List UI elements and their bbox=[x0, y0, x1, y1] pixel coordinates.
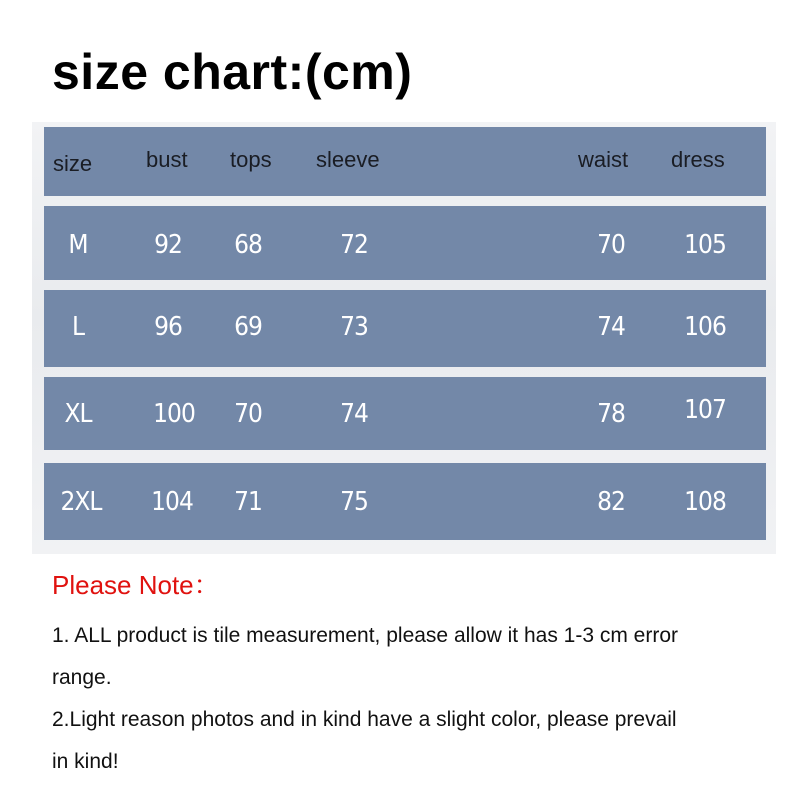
cell-dress: 105 bbox=[684, 230, 726, 260]
cell-size: 2XL bbox=[60, 487, 102, 517]
table-row bbox=[44, 463, 766, 540]
table-row bbox=[44, 206, 766, 280]
cell-tops: 68 bbox=[234, 230, 262, 260]
cell-sleeve: 73 bbox=[340, 312, 368, 342]
cell-tops: 69 bbox=[234, 312, 262, 342]
table-row bbox=[44, 290, 766, 367]
header-bust: bust bbox=[146, 147, 188, 172]
header-tops: tops bbox=[230, 147, 272, 172]
cell-waist: 70 bbox=[597, 230, 625, 260]
cell-size: M bbox=[68, 230, 88, 260]
cell-size: L bbox=[71, 312, 85, 342]
cell-size: XL bbox=[64, 399, 92, 429]
cell-sleeve: 74 bbox=[340, 399, 368, 429]
cell-bust: 96 bbox=[154, 312, 182, 342]
note-line-1: 1. ALL product is tile measurement, please allow it has 1-3 cm error bbox=[52, 624, 679, 647]
cell-tops: 70 bbox=[234, 399, 262, 429]
header-sleeve: sleeve bbox=[316, 147, 380, 172]
cell-waist: 82 bbox=[597, 487, 625, 517]
cell-dress: 108 bbox=[684, 487, 726, 517]
header-waist: waist bbox=[578, 147, 629, 172]
page-title: size chart:(cm) bbox=[52, 44, 413, 100]
table-row bbox=[44, 377, 766, 450]
cell-dress: 106 bbox=[684, 312, 726, 342]
cell-waist: 78 bbox=[597, 399, 625, 429]
cell-waist: 74 bbox=[597, 312, 625, 342]
cell-dress: 107 bbox=[684, 395, 726, 425]
cell-sleeve: 75 bbox=[340, 487, 368, 517]
cell-bust: 104 bbox=[151, 487, 193, 517]
cell-tops: 71 bbox=[234, 487, 262, 517]
header-dress: dress bbox=[671, 147, 725, 172]
note-line-2-continued: in kind! bbox=[52, 750, 119, 773]
note-heading: Please Note： bbox=[52, 570, 220, 600]
table-header-row bbox=[44, 127, 766, 196]
cell-bust: 100 bbox=[153, 399, 195, 429]
header-size: size bbox=[53, 151, 93, 176]
note-line-1-continued: range. bbox=[52, 666, 112, 689]
cell-sleeve: 72 bbox=[340, 230, 368, 260]
cell-bust: 92 bbox=[154, 230, 182, 260]
note-line-2: 2.Light reason photos and in kind have a slight color, please prevail bbox=[52, 708, 677, 731]
